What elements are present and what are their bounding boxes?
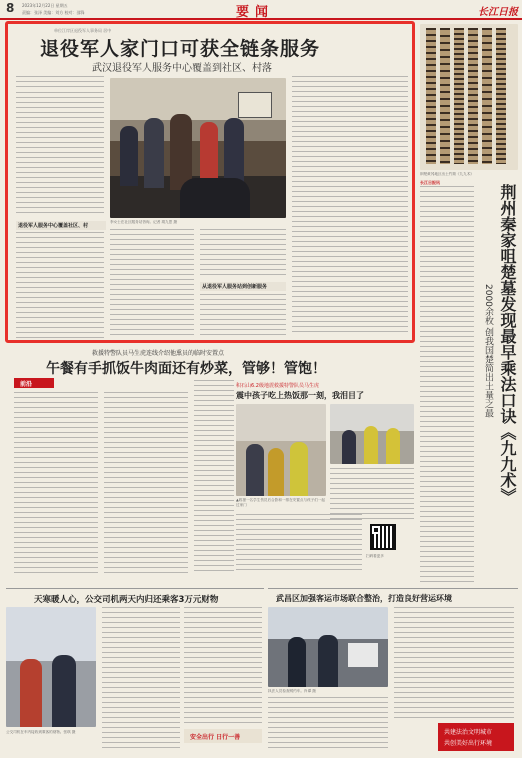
quake-story[interactable] [236,382,416,576]
qr-code[interactable] [370,524,396,550]
bamboo-photo-caption: 荆楚黄冈地区出土竹简《九九术》 [420,172,474,176]
ad-line-1: 共建法治文明城市 [444,729,493,736]
middle-story-col2 [104,392,188,574]
top-story-subhead: 武汉退役军人服务中心覆盖到社区、村落 [92,63,272,74]
right-column-text [420,186,474,586]
newspaper-logo: 长江日报 [478,7,518,18]
bottom-right-photo [268,607,388,687]
bottom-left-headline: 天寒暖人心，公交司机两天内归还乘客3万元财物 [34,595,219,605]
right-section-label: 长江日报讯 [420,180,440,185]
page-number: 8 [6,1,15,15]
vertical-subhead: 2000余枚 创我国楚简出土量之最 [483,284,493,418]
section-title: 要闻 [236,5,275,20]
top-story-photo-caption: 李女士在社区服务站咨询。记者 胡九思 摄 [110,220,177,224]
footer-banner: 安全出行 日行一善 [184,729,262,743]
sub-heading-2: 从退役军人服务站到创新服务 [200,282,286,291]
middle-story-kicker: 救援特警队员马生虎连线介绍他熏员的临时安置点 [92,350,225,357]
top-story-col1-text [16,92,104,217]
bottom-left-photo-caption: 公交司机在车内接收到乘客的财物。张琪 摄 [6,730,76,734]
top-story-block[interactable] [5,21,415,343]
bottom-left-col1 [102,607,180,751]
top-story-headline: 退役军人家门口可获全链条服务 [40,38,321,60]
quake-story-text [330,468,414,520]
quake-photo-caption: ▲救援一名学生伤员后合影和一排在安置点与孩子们一起过家门 [236,498,326,507]
ad-box [438,723,514,751]
quake-story-photo-2 [330,404,414,464]
ad-line-2: 共创美好出行环境 [444,740,493,747]
top-story-col3-text [292,76,408,336]
vertical-headline: 荆州秦家咀楚墓发现最早乘法口诀《九九术》 [498,184,517,504]
right-column [420,24,518,586]
middle-story-headline: 午餐有手抓饭牛肉面还有炒菜，管够！管饱！ [46,361,326,377]
quake-story-photo [236,404,326,496]
bottom-right-col1 [268,697,388,751]
middle-story-col1 [14,392,98,574]
bottom-left-col2 [184,607,262,725]
bottom-left-story[interactable] [6,588,264,754]
top-story-col2c-text [200,294,286,338]
top-story-kicker: 单位江岸区退役军人事务局 居中 [54,28,112,33]
top-story-photo [110,78,286,218]
middle-story-col3 [194,380,234,574]
top-story-col2-text [110,229,194,337]
quake-story-text-2 [236,514,362,574]
sub-heading-1: 退役军人服务中心覆盖社区、村 [16,221,106,230]
qr-caption: 扫码看更多 [366,554,384,558]
bottom-right-photo-caption: 执法人员检查网约车。肖谭 摄 [268,689,316,693]
bottom-right-story[interactable] [268,588,518,754]
middle-story-tag: 前沿 [14,378,54,388]
editors-line: 责编：张泽 美编：刘方 校对：邵锋 [22,10,85,15]
top-story-byline [16,76,104,90]
bottom-right-col2 [394,607,514,719]
bamboo-slips-photo [420,24,518,170]
top-story-col1-text-2 [16,232,104,338]
date-line: 2023年12月22日 星期五 [22,3,68,8]
bottom-right-headline: 武昌区加强客运市场联合整治，打造良好营运环境 [276,594,452,603]
bottom-left-photo [6,607,96,727]
top-story-col2b-text [200,229,286,279]
quake-story-headline: 震中孩子吃上热饭那一刻，我泪目了 [236,391,364,400]
masthead [0,0,522,20]
quake-story-kicker: 积石山6.2级地震救援特警队员马生虎 [236,383,319,389]
